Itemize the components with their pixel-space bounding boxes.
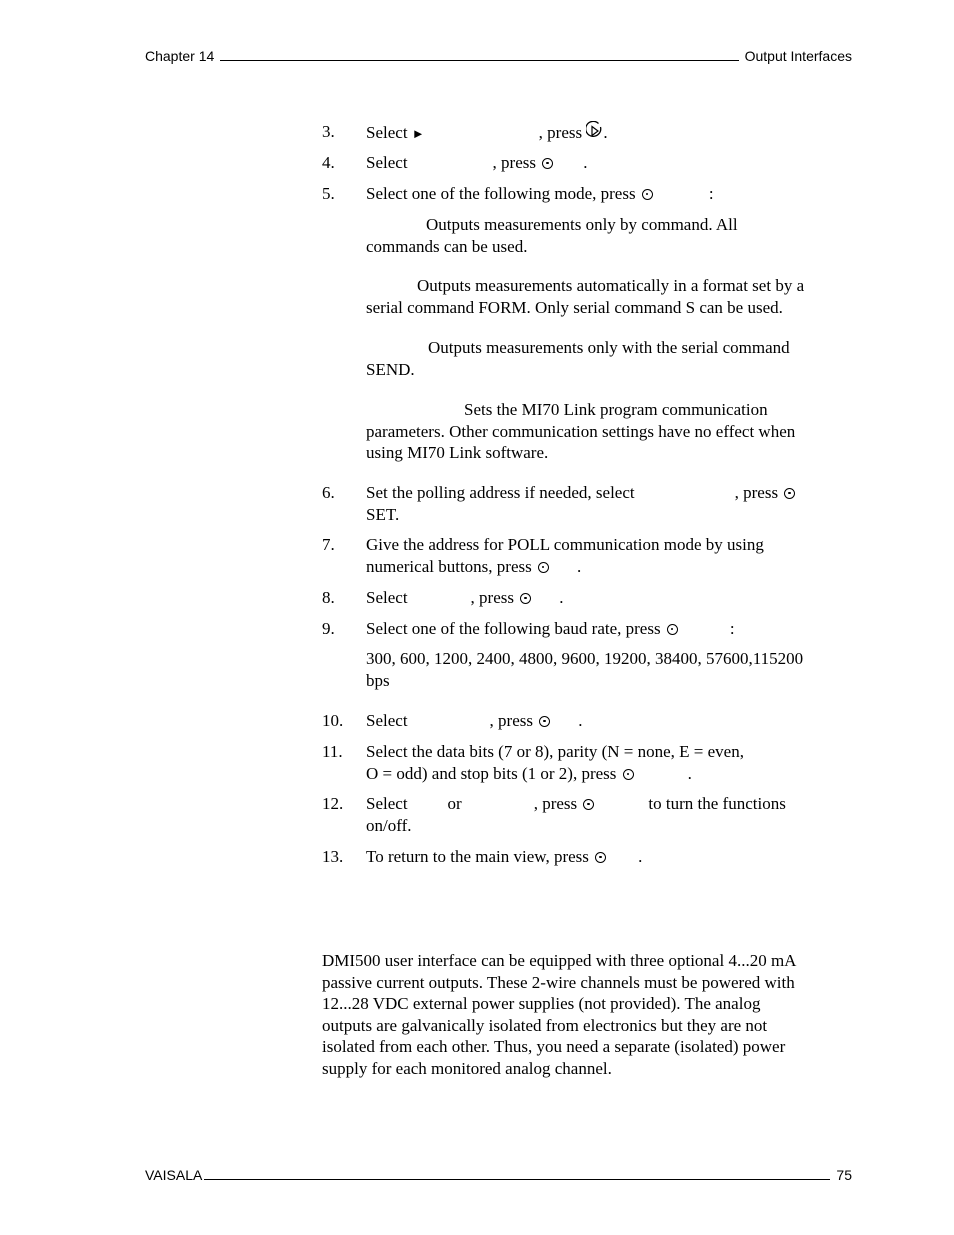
section-title: Output Interfaces <box>744 48 852 64</box>
select-button-icon <box>623 769 634 780</box>
step-text: Select the data bits (7 or 8), parity (N = none, E = even, <box>366 742 744 761</box>
page-number: 75 <box>836 1167 852 1183</box>
mode-description-1: Outputs measurements only by command. All commands can be used. <box>366 215 738 256</box>
step-text: , press <box>538 123 587 142</box>
play-button-icon <box>586 121 603 140</box>
right-arrow-icon: ► <box>411 126 425 141</box>
step-text: Select <box>366 153 408 172</box>
select-button-icon <box>542 158 553 169</box>
select-button-icon <box>784 488 795 499</box>
step-number: 9. <box>322 619 335 638</box>
step-text: Select <box>366 794 408 813</box>
step-text: Select <box>366 711 408 730</box>
baud-rate-list: 300, 600, 1200, 2400, 4800, 9600, 19200, 38400, 57600,115200 bps <box>366 649 804 690</box>
step-number: 8. <box>322 588 335 607</box>
company-name: VAISALA <box>145 1167 203 1183</box>
page-footer <box>145 1167 852 1183</box>
step-text: Select <box>366 123 412 142</box>
step-number: 3. <box>322 122 335 141</box>
step-text: Give the address for POLL communication mode by using <box>366 535 764 554</box>
step-number: 7. <box>322 535 335 554</box>
step-text: Select one of the following mode, press <box>366 184 636 203</box>
step-text: Select one of the following baud rate, press <box>366 619 661 638</box>
step-number: 13. <box>322 847 344 866</box>
select-button-icon <box>539 716 550 727</box>
step-number: 11. <box>322 742 343 761</box>
mode-description-3: Outputs measurements only with the serial command SEND. <box>366 338 790 379</box>
select-button-icon <box>667 624 678 635</box>
header-rule <box>220 60 738 61</box>
footer-rule <box>204 1179 830 1180</box>
step-number: 5. <box>322 184 335 203</box>
select-button-icon <box>642 189 653 200</box>
step-number: 12. <box>322 794 344 813</box>
select-button-icon <box>595 852 606 863</box>
step-number: 10. <box>322 711 344 730</box>
analog-outputs-paragraph: DMI500 user interface can be equipped with three optional 4...20 mA passive current outputs. These 2-wire channels must be powered with 12...28 VDC external power supplies (not provided). The analog outputs are galvanically isolated from electronics but they are not isolated from each other. Thus, you need a separate (isolated) power supply for each monitored analog channel. <box>322 951 797 1078</box>
page-header <box>145 48 852 64</box>
step-text: Select <box>366 588 408 607</box>
chapter-label: Chapter 14 <box>145 48 215 64</box>
mode-description-4: Sets the MI70 Link program communication parameters. Other communication settings have no effect when using MI70 Link software. <box>366 400 796 462</box>
step-number: 6. <box>322 483 335 502</box>
mode-description-2: Outputs measurements automatically in a format set by a serial command FORM. Only serial command S can be used. <box>366 276 805 317</box>
step-text: Set the polling address if needed, select <box>366 483 635 502</box>
select-button-icon <box>520 593 531 604</box>
step-text: To return to the main view, press <box>366 847 589 866</box>
step-number: 4. <box>322 153 335 172</box>
select-button-icon <box>583 799 594 810</box>
select-button-icon <box>538 562 549 573</box>
